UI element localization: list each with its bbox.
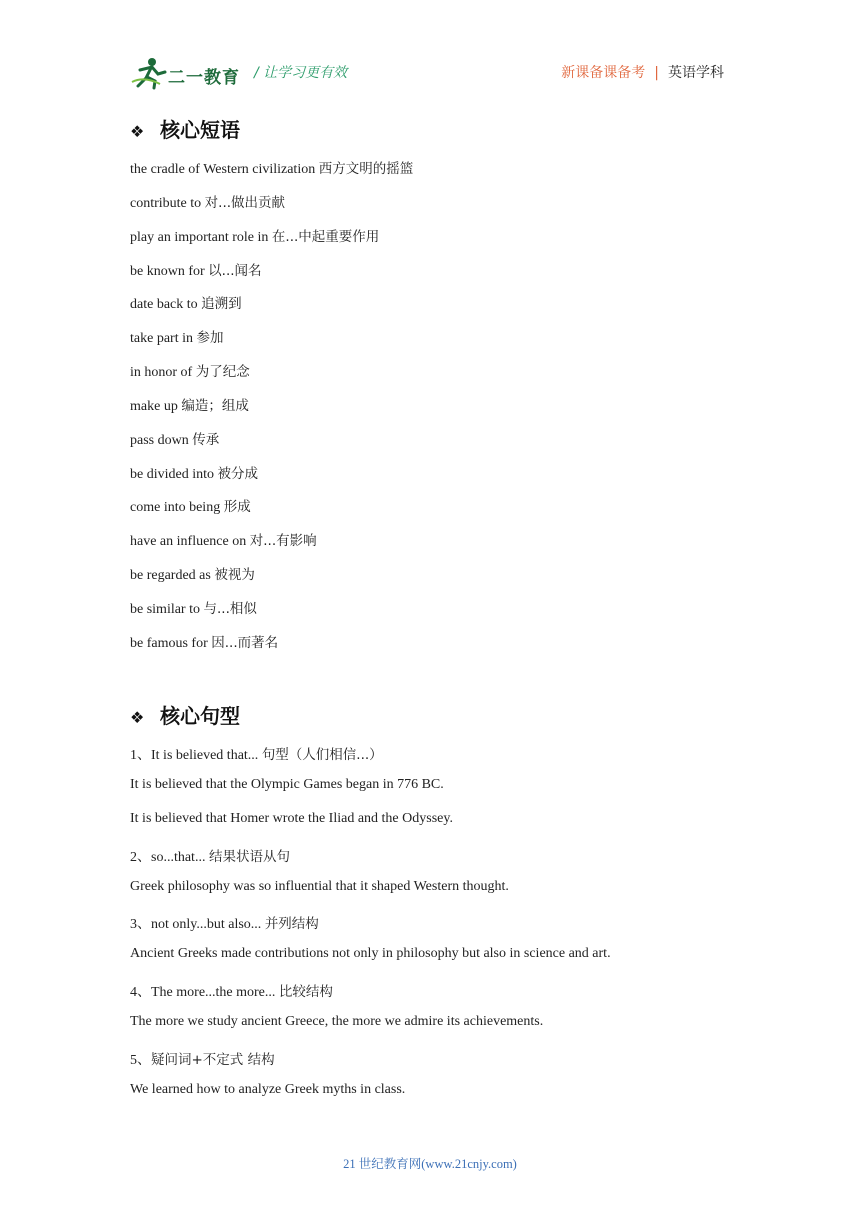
diamond-bullet-icon: ❖ (130, 708, 145, 727)
phrase-en: be known for (130, 264, 209, 279)
phrase-item (130, 191, 285, 212)
sentence-item (130, 777, 444, 793)
sentence-item (130, 1014, 543, 1030)
phrase-en: be similar to (130, 602, 204, 617)
phrase-en: be regarded as (130, 568, 215, 583)
phrase-en: pass down (130, 433, 193, 448)
diamond-bullet-icon: ❖ (130, 122, 145, 141)
phrase-zh: 因...而著名 (211, 635, 279, 651)
phrase-en: come into being (130, 500, 224, 515)
sentence-en: 4、The more...the more... (130, 985, 279, 1000)
sentence-en: The more we study ancient Greece, the more we admire its achievements. (130, 1014, 544, 1029)
phrase-item (130, 360, 250, 381)
phrase-zh: 以...闻名 (208, 263, 262, 279)
phrase-zh: 形成 (223, 499, 251, 515)
header-course-label: 新课备课备考 (561, 65, 646, 81)
sentence-en: 3、not only...but also... (130, 917, 265, 932)
phrase-item (130, 631, 278, 652)
sentence-en: It is believed that the Olympic Games began in 776 BC. (130, 777, 444, 792)
phrase-en: be famous for (130, 636, 212, 651)
phrase-zh: 在...中起重要作用 (271, 229, 380, 245)
sentence-item (130, 1082, 405, 1098)
phrase-en: take part in (130, 331, 197, 346)
phrase-zh: 参加 (196, 330, 224, 346)
phrase-zh: 被视为 (214, 567, 255, 583)
phrase-zh: 传承 (192, 432, 220, 448)
header-subject-label: 英语学科 (668, 65, 724, 81)
phrase-item (130, 563, 255, 584)
phrase-item (130, 326, 223, 347)
sentence-en: 5、 (130, 1053, 151, 1068)
phrase-item (130, 462, 258, 483)
runner-logo-icon (130, 56, 170, 90)
phrase-en: the cradle of Western civilization (130, 162, 319, 177)
sentence-zh: 结果状语从句 (208, 849, 290, 865)
page-header (130, 56, 730, 92)
sentence-zh: 比较结构 (278, 984, 333, 1000)
phrase-item (130, 157, 413, 178)
header-separator: | (654, 65, 659, 81)
logo (130, 56, 240, 90)
sentence-en: We learned how to analyze Greek myths in class. (130, 1082, 406, 1097)
phrase-zh: 与...相似 (203, 601, 257, 617)
phrase-zh: 为了纪念 (195, 364, 250, 380)
sentence-en: Ancient Greeks made contributions not only in philosophy but also in science and art. (130, 946, 611, 961)
page-footer: 21 世纪教育网(www.21cnjy.com) (343, 1157, 517, 1171)
phrase-zh: 追溯到 (201, 296, 242, 312)
phrase-en: make up (130, 399, 182, 414)
header-subject (561, 62, 724, 82)
sentence-item (130, 845, 290, 866)
logo-text: 二一教育 (168, 68, 240, 88)
sentence-item (130, 743, 383, 764)
section-title-text: 核心短语 (160, 118, 240, 142)
phrase-zh: 西方文明的摇篮 (318, 161, 414, 177)
phrase-zh: 被分成 (217, 466, 258, 482)
phrase-item (130, 597, 257, 618)
phrase-item (130, 225, 379, 246)
phrase-item (130, 529, 317, 550)
sentence-zh: 疑问词+不定式 结构 (151, 1052, 275, 1068)
sentence-en: 1、It is believed that... (130, 748, 262, 763)
sentence-en: Greek philosophy was so influential that it shaped Western thought. (130, 879, 509, 894)
sentence-item (130, 811, 453, 827)
sentence-en: It is believed that Homer wrote the Iliad and the Odyssey. (130, 811, 453, 826)
sentence-item (130, 946, 611, 962)
sentence-item (130, 912, 319, 933)
phrase-en: play an important role in (130, 230, 272, 245)
phrase-item (130, 259, 262, 280)
phrase-zh: 对...做出贡献 (204, 195, 286, 211)
phrase-item (130, 428, 219, 449)
section-title-text: 核心句型 (160, 704, 240, 728)
section-title-sentences (130, 700, 240, 729)
phrase-en: have an influence on (130, 534, 250, 549)
phrase-zh: 对...有影响 (249, 533, 317, 549)
slogan: / 让学习更有效 (254, 65, 348, 81)
phrase-en: date back to (130, 297, 202, 312)
sentence-en: 2、so...that... (130, 850, 209, 865)
phrase-en: contribute to (130, 196, 205, 211)
sentence-item (130, 879, 509, 895)
phrase-en: in honor of (130, 365, 196, 380)
phrase-en: be divided into (130, 467, 218, 482)
phrase-item (130, 292, 242, 313)
sentence-item (130, 980, 333, 1001)
sentence-zh: 并列结构 (264, 916, 319, 932)
phrase-item (130, 495, 251, 516)
phrase-item (130, 394, 249, 415)
sentence-zh: 句型（人们相信...） (261, 747, 383, 763)
sentence-item (130, 1048, 275, 1069)
section-title-phrases (130, 114, 240, 143)
phrase-zh: 编造；组成 (181, 398, 249, 414)
